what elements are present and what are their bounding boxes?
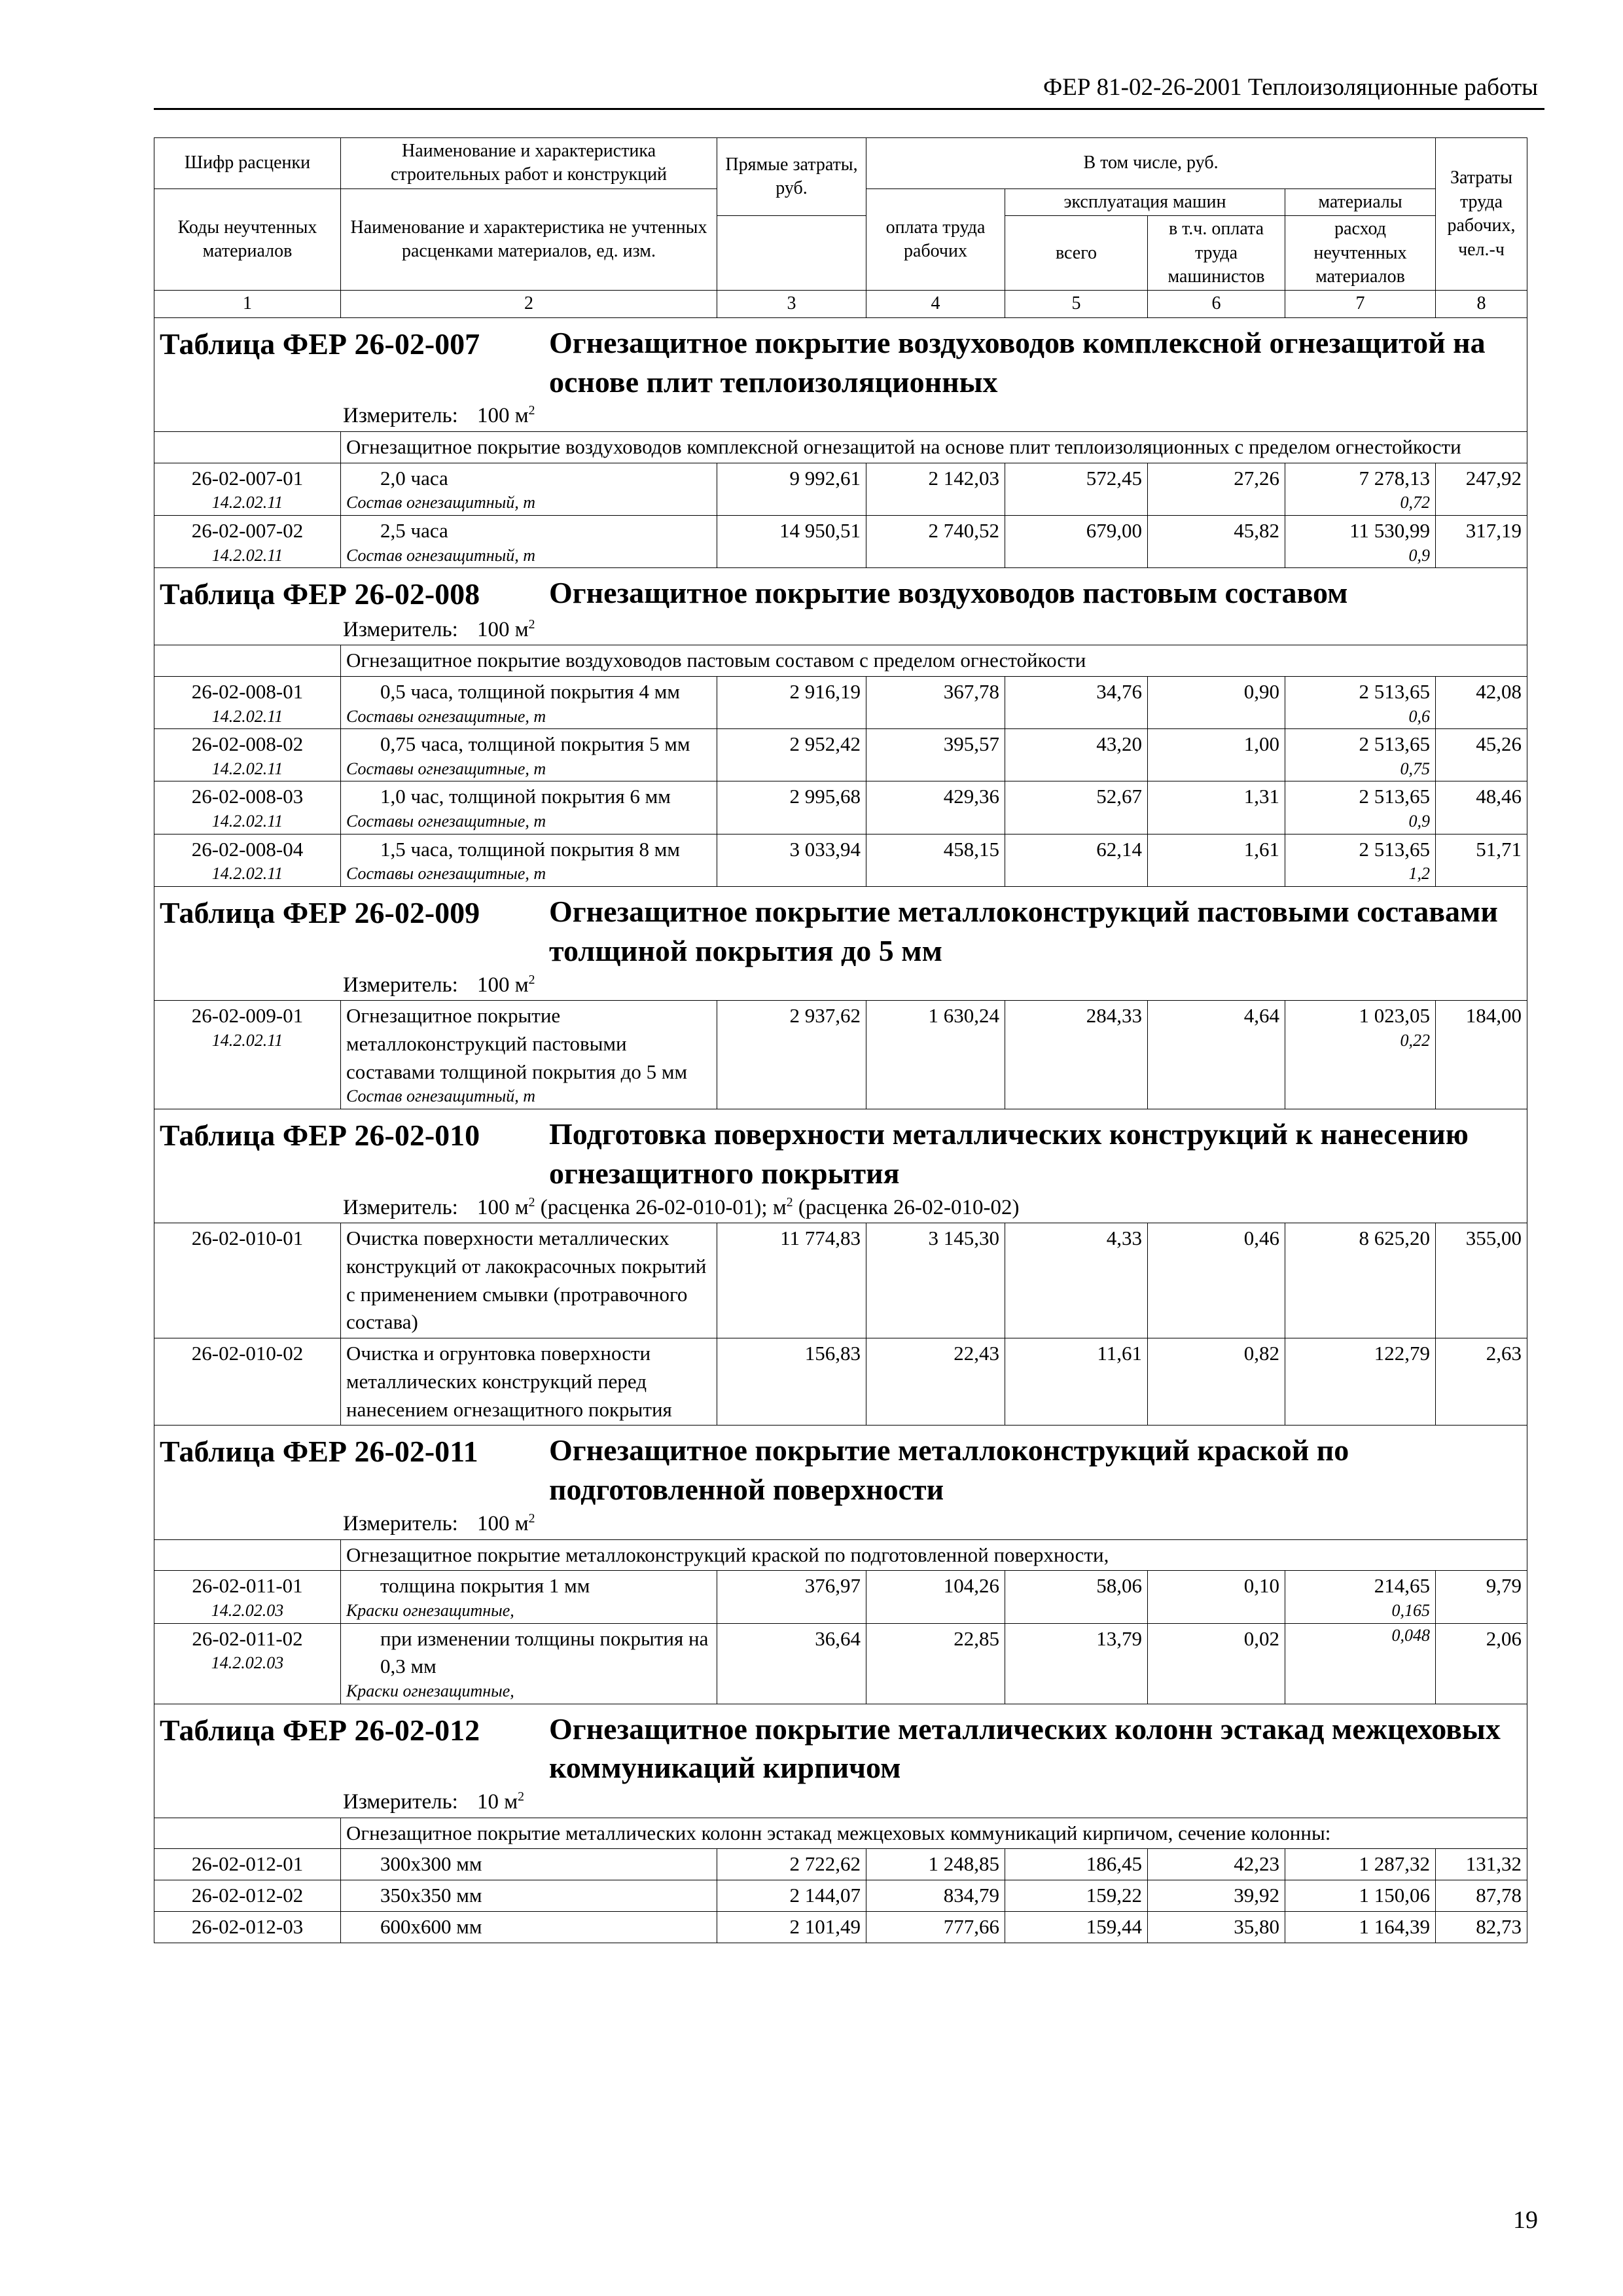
table-title-cell — [154, 1426, 1527, 1539]
machines-total: 62,14 — [1005, 834, 1148, 886]
table-row — [154, 1849, 1527, 1880]
group-row — [154, 1539, 1527, 1571]
table-name: Подготовка поверхности металлических конструкций к нанесению огнезащитного покрытия — [549, 1117, 1469, 1190]
col-number: 4 — [866, 291, 1005, 317]
table-body — [154, 317, 1527, 1943]
rate-name-cell — [341, 1849, 717, 1880]
table-title-row — [154, 1426, 1527, 1539]
rate-code-cell — [154, 1571, 341, 1623]
rate-name-cell — [341, 781, 717, 834]
materials-cost: 2 513,65 — [1359, 837, 1431, 861]
rate-code: 26-02-010-02 — [191, 1342, 304, 1365]
rate-code-cell — [154, 1880, 341, 1912]
table-name: Огнезащитное покрытие металлических колонн эстакад межцеховых коммуникаций кирпичом — [549, 1712, 1501, 1785]
wages: 3 145,30 — [866, 1223, 1005, 1338]
col-materials-usage-header: расход неучтенных материалов — [1285, 216, 1436, 291]
materials-cell — [1285, 1223, 1436, 1338]
table-row — [154, 729, 1527, 781]
material-name: Составы огнезащитные, т — [346, 759, 546, 778]
direct-cost: 2 916,19 — [717, 676, 866, 728]
materials-cost: 2 513,65 — [1359, 679, 1431, 703]
machines-total: 52,67 — [1005, 781, 1148, 834]
table-title-row — [154, 317, 1527, 431]
meter-label: Измеритель: — [343, 1195, 458, 1219]
table-row — [154, 1571, 1527, 1623]
table-meter — [160, 1193, 1522, 1223]
col-materials-header: материалы — [1285, 188, 1436, 215]
rate-code-cell — [154, 1338, 341, 1426]
direct-cost: 156,83 — [717, 1338, 866, 1426]
table-meter — [160, 401, 1522, 431]
materials-cell — [1285, 781, 1436, 834]
materials-cell — [1285, 834, 1436, 886]
table-title-cell — [154, 886, 1527, 1000]
machines-wages: 0,46 — [1148, 1223, 1285, 1338]
materials-cell — [1285, 1849, 1436, 1880]
rate-code-cell — [154, 834, 341, 886]
machines-total: 159,44 — [1005, 1912, 1148, 1943]
table-row — [154, 1338, 1527, 1426]
wages: 22,43 — [866, 1338, 1005, 1426]
labor: 9,79 — [1436, 1571, 1527, 1623]
material-quantity: 0,048 — [1391, 1625, 1431, 1645]
material-quantity: 0,6 — [1408, 706, 1431, 726]
labor: 45,26 — [1436, 729, 1527, 781]
rate-code: 26-02-012-03 — [191, 1915, 304, 1938]
machines-total: 58,06 — [1005, 1571, 1148, 1623]
materials-cost: 1 023,05 — [1359, 1004, 1431, 1028]
meter-value: 100 $м^2$ — [477, 617, 535, 641]
table-title-row — [154, 1109, 1527, 1223]
material-code: 14.2.02.11 — [211, 864, 283, 884]
wages: 834,79 — [866, 1880, 1005, 1912]
materials-cost: 1 150,06 — [1359, 1884, 1431, 1907]
column-numbers-row — [154, 291, 1527, 317]
table-number: Таблица ФЕР 26-02-009 — [160, 895, 480, 929]
table-title-cell — [154, 1109, 1527, 1223]
table-title-cell — [154, 1704, 1527, 1818]
table-heading — [160, 318, 1522, 402]
rate-name: Очистка и огрунтовка поверхности металлических конструкций перед нанесением огнезащитного покрытия — [346, 1342, 672, 1421]
machines-total: 34,76 — [1005, 676, 1148, 728]
material-name: Составы огнезащитные, т — [346, 812, 546, 831]
rate-name: 350x350 мм — [380, 1884, 482, 1907]
machines-total: 284,33 — [1005, 1001, 1148, 1109]
meter-value: 100 $м^2$ — [477, 972, 535, 997]
machines-wages: 4,64 — [1148, 1001, 1285, 1109]
machines-wages: 27,26 — [1148, 463, 1285, 515]
materials-cost: 7 278,13 — [1359, 466, 1431, 490]
materials-cell — [1285, 1912, 1436, 1943]
machines-wages: 0,02 — [1148, 1623, 1285, 1704]
labor: 48,46 — [1436, 781, 1527, 834]
meter-label: Измеритель: — [343, 1790, 458, 1814]
direct-cost: 14 950,51 — [717, 515, 866, 567]
rate-name-cell — [341, 1571, 717, 1623]
labor: 355,00 — [1436, 1223, 1527, 1338]
direct-cost: 11 774,83 — [717, 1223, 866, 1338]
direct-cost: 3 033,94 — [717, 834, 866, 886]
col-code-header: Шифр расценки — [154, 138, 341, 189]
rate-code: 26-02-008-03 — [191, 785, 304, 808]
rate-name-cell — [341, 1912, 717, 1943]
table-meter — [160, 615, 1522, 645]
meter-value: 100 $м^2$ — [477, 1511, 535, 1535]
page-number: 19 — [1513, 2206, 1538, 2234]
machines-wages: 1,00 — [1148, 729, 1285, 781]
labor: 51,71 — [1436, 834, 1527, 886]
meter-value: 10 $м^2$ — [477, 1789, 525, 1814]
material-name: Состав огнезащитный, т — [346, 493, 536, 512]
table-number: Таблица ФЕР 26-02-010 — [160, 1118, 480, 1152]
rate-name: при изменении толщины покрытия на 0,3 мм — [380, 1626, 709, 1678]
col-matcode-header: Коды неучтенных материалов — [154, 188, 341, 291]
wages: 429,36 — [866, 781, 1005, 834]
machines-wages: 45,82 — [1148, 515, 1285, 567]
materials-cell — [1285, 515, 1436, 567]
material-quantity: 1,2 — [1408, 864, 1431, 884]
rate-code: 26-02-012-02 — [191, 1884, 304, 1907]
direct-cost: 2 722,62 — [717, 1849, 866, 1880]
rate-code-cell — [154, 1849, 341, 1880]
materials-cell — [1285, 1571, 1436, 1623]
rate-name: толщина покрытия 1 мм — [380, 1574, 590, 1598]
table-name: Огнезащитное покрытие металлоконструкций краской по подготовленной поверхности — [549, 1433, 1349, 1507]
table-meter — [160, 971, 1522, 1001]
rate-code: 26-02-011-01 — [192, 1574, 303, 1598]
col-number: 7 — [1285, 291, 1436, 317]
table-row — [154, 834, 1527, 886]
material-code: 14.2.02.11 — [211, 493, 283, 512]
table-number: Таблица ФЕР 26-02-011 — [160, 1435, 478, 1469]
rate-code: 26-02-012-01 — [191, 1852, 304, 1876]
materials-cell — [1285, 1001, 1436, 1109]
table-heading — [160, 887, 1522, 971]
materials-cost: 2 513,65 — [1359, 785, 1431, 808]
table-row — [154, 1880, 1527, 1912]
machines-wages: 0,90 — [1148, 676, 1285, 728]
wages: 458,15 — [866, 834, 1005, 886]
col-number: 1 — [154, 291, 341, 317]
machines-wages: 0,82 — [1148, 1338, 1285, 1426]
rate-code: 26-02-008-04 — [191, 837, 304, 861]
col-machines-total-header: всего — [1005, 216, 1148, 291]
direct-cost: 2 144,07 — [717, 1880, 866, 1912]
table-row — [154, 1912, 1527, 1943]
machines-total: 572,45 — [1005, 463, 1148, 515]
materials-cost: 214,65 — [1374, 1574, 1431, 1598]
table-row — [154, 1223, 1527, 1338]
wages: 2 142,03 — [866, 463, 1005, 515]
direct-cost: 9 992,61 — [717, 463, 866, 515]
material-name: Краски огнезащитные, — [346, 1681, 514, 1701]
labor: 2,63 — [1436, 1338, 1527, 1426]
table-name: Огнезащитное покрытие металлоконструкций пастовыми составами толщиной покрытия до 5 мм — [549, 894, 1498, 967]
material-code: 14.2.02.03 — [211, 1653, 284, 1673]
materials-cost: 11 530,99 — [1349, 518, 1431, 542]
rate-code: 26-02-007-02 — [191, 518, 304, 542]
material-quantity: 0,9 — [1408, 545, 1431, 565]
col-direct-header: Прямые затраты, руб. — [717, 138, 866, 216]
direct-cost: 2 995,68 — [717, 781, 866, 834]
material-quantity: 0,22 — [1400, 1030, 1431, 1050]
table-row — [154, 463, 1527, 515]
col-direct-spacer — [717, 216, 866, 291]
col-number: 2 — [341, 291, 717, 317]
col-machines-wages-header: в т.ч. оплата труда машинистов — [1148, 216, 1285, 291]
meter-label: Измеритель: — [343, 404, 458, 428]
table-title-cell — [154, 317, 1527, 431]
col-matname-header: Наименование и характеристика не учтенных расценками материалов, ед. изм. — [341, 188, 717, 291]
meter-value: 100 $м^2$ — [477, 403, 535, 428]
rate-name: 1,0 час, толщиной покрытия 6 мм — [380, 785, 671, 808]
wages: 395,57 — [866, 729, 1005, 781]
material-code: 14.2.02.11 — [211, 545, 283, 565]
materials-cost: 1 287,32 — [1359, 1852, 1431, 1876]
rate-name: 0,75 часа, толщиной покрытия 5 мм — [380, 732, 690, 756]
labor: 317,19 — [1436, 515, 1527, 567]
meter-label: Измеритель: — [343, 973, 458, 997]
machines-total: 159,22 — [1005, 1880, 1148, 1912]
wages: 2 740,52 — [866, 515, 1005, 567]
table-header — [154, 138, 1527, 318]
meter-label: Измеритель: — [343, 1511, 458, 1535]
table-name: Огнезащитное покрытие воздуховодов пастовым составом — [549, 576, 1348, 610]
col-number: 6 — [1148, 291, 1285, 317]
rate-name-cell — [341, 1001, 717, 1109]
group-spacer — [154, 431, 341, 463]
header-rule — [154, 108, 1544, 110]
direct-cost: 2 101,49 — [717, 1912, 866, 1943]
rate-code-cell — [154, 463, 341, 515]
labor: 2,06 — [1436, 1623, 1527, 1704]
rate-code-cell — [154, 1623, 341, 1704]
materials-cost: 2 513,65 — [1359, 732, 1431, 756]
materials-cell — [1285, 463, 1436, 515]
machines-total: 43,20 — [1005, 729, 1148, 781]
machines-wages: 1,61 — [1148, 834, 1285, 886]
material-code: 14.2.02.11 — [211, 706, 283, 726]
group-description: Огнезащитное покрытие металлоконструкций краской по подготовленной поверхности, — [341, 1539, 1527, 1571]
direct-cost: 36,64 — [717, 1623, 866, 1704]
group-row — [154, 645, 1527, 677]
table-heading — [160, 1704, 1522, 1788]
rate-name-cell — [341, 515, 717, 567]
rate-code-cell — [154, 781, 341, 834]
rate-name: Очистка поверхности металлических конструкций от лакокрасочных покрытий с применением смывки (протравочного состава) — [346, 1227, 707, 1334]
rate-code: 26-02-011-02 — [192, 1626, 303, 1650]
rate-code: 26-02-007-01 — [191, 466, 304, 490]
table-row — [154, 676, 1527, 728]
material-name: Состав огнезащитный, т — [346, 545, 536, 565]
col-number: 3 — [717, 291, 866, 317]
group-row — [154, 1818, 1527, 1849]
rate-name: 2,0 часа — [380, 466, 448, 490]
col-name-header: Наименование и характеристика строительных работ и конструкций — [341, 138, 717, 189]
rate-code-cell — [154, 515, 341, 567]
rate-name-cell — [341, 1338, 717, 1426]
direct-cost: 2 937,62 — [717, 1001, 866, 1109]
material-name: Составы огнезащитные, т — [346, 706, 546, 726]
material-name: Краски огнезащитные, — [346, 1601, 514, 1621]
wages: 22,85 — [866, 1623, 1005, 1704]
materials-cell — [1285, 1338, 1436, 1426]
col-number: 5 — [1005, 291, 1148, 317]
table-heading — [160, 1109, 1522, 1193]
material-code: 14.2.02.03 — [211, 1601, 284, 1621]
materials-cost: 8 625,20 — [1359, 1227, 1431, 1250]
group-spacer — [154, 1539, 341, 1571]
material-quantity: 0,165 — [1391, 1601, 1431, 1621]
material-quantity: 0,72 — [1400, 493, 1431, 512]
rate-name-cell — [341, 1880, 717, 1912]
machines-wages: 0,10 — [1148, 1571, 1285, 1623]
rate-code-cell — [154, 1001, 341, 1109]
table-title-row — [154, 568, 1527, 645]
rate-name-cell — [341, 676, 717, 728]
labor: 82,73 — [1436, 1912, 1527, 1943]
direct-cost: 2 952,42 — [717, 729, 866, 781]
machines-wages: 1,31 — [1148, 781, 1285, 834]
material-code: 14.2.02.11 — [211, 759, 283, 778]
rate-code-cell — [154, 1223, 341, 1338]
table-meter — [160, 1509, 1522, 1539]
col-labor-header: Затраты труда рабочих, чел.-ч — [1436, 138, 1527, 291]
rate-code: 26-02-010-01 — [191, 1227, 304, 1250]
rate-name: 2,5 часа — [380, 518, 448, 542]
material-code: 14.2.02.11 — [211, 1030, 283, 1050]
rate-code: 26-02-009-01 — [191, 1004, 304, 1028]
table-row — [154, 1001, 1527, 1109]
group-description: Огнезащитное покрытие воздуховодов пастовым составом с пределом огнестойкости — [341, 645, 1527, 677]
machines-wages: 39,92 — [1148, 1880, 1285, 1912]
table-number: Таблица ФЕР 26-02-012 — [160, 1713, 480, 1747]
rate-name-cell — [341, 729, 717, 781]
material-name: Составы огнезащитные, т — [346, 864, 546, 884]
table-name: Огнезащитное покрытие воздуховодов комплексной огнезащитой на основе плит теплоизоляционных — [549, 325, 1486, 399]
materials-cell — [1285, 676, 1436, 728]
group-description: Огнезащитное покрытие металлических колонн эстакад межцеховых коммуникаций кирпичом, сечение колонны: — [341, 1818, 1527, 1849]
table-meter — [160, 1787, 1522, 1818]
col-number: 8 — [1436, 291, 1527, 317]
rate-name: Огнезащитное покрытие металлоконструкций пастовыми составами толщиной покрытия до 5 мм — [346, 1004, 688, 1083]
material-name: Состав огнезащитный, т — [346, 1086, 536, 1106]
table-number: Таблица ФЕР 26-02-008 — [160, 577, 480, 611]
table-title-cell — [154, 568, 1527, 645]
materials-cost: 122,79 — [1374, 1342, 1431, 1365]
table-row — [154, 1623, 1527, 1704]
materials-cell — [1285, 1623, 1436, 1704]
labor: 247,92 — [1436, 463, 1527, 515]
machines-total: 13,79 — [1005, 1623, 1148, 1704]
rate-name: 300x300 мм — [380, 1852, 482, 1876]
page-header-title: ФЕР 81-02-26-2001 Теплоизоляционные работы — [1043, 74, 1538, 101]
wages: 104,26 — [866, 1571, 1005, 1623]
machines-total: 4,33 — [1005, 1223, 1148, 1338]
machines-total: 679,00 — [1005, 515, 1148, 567]
material-code: 14.2.02.11 — [211, 812, 283, 831]
table-row — [154, 515, 1527, 567]
machines-wages: 35,80 — [1148, 1912, 1285, 1943]
table-title-row — [154, 1704, 1527, 1818]
wages: 1 248,85 — [866, 1849, 1005, 1880]
meter-label: Измеритель: — [343, 617, 458, 641]
machines-total: 11,61 — [1005, 1338, 1148, 1426]
labor: 184,00 — [1436, 1001, 1527, 1109]
table-number: Таблица ФЕР 26-02-007 — [160, 327, 480, 361]
group-spacer — [154, 645, 341, 677]
rate-name-cell — [341, 834, 717, 886]
rate-name: 1,5 часа, толщиной покрытия 8 мм — [380, 837, 680, 861]
group-spacer — [154, 1818, 341, 1849]
rate-code: 26-02-008-02 — [191, 732, 304, 756]
col-machines-header: эксплуатация машин — [1005, 188, 1285, 215]
col-incl-header: В том числе, руб. — [866, 138, 1436, 189]
rate-name-cell — [341, 1623, 717, 1704]
rate-code-cell — [154, 676, 341, 728]
wages: 1 630,24 — [866, 1001, 1005, 1109]
group-row — [154, 431, 1527, 463]
meter-value: 100 $м^2$ (расценка 26-02-010-01); $м^2$ (расценка 26-02-010-02) — [477, 1194, 1020, 1219]
table-heading — [160, 568, 1522, 615]
materials-cell — [1285, 729, 1436, 781]
materials-cost: 1 164,39 — [1359, 1915, 1431, 1938]
table-row — [154, 781, 1527, 834]
labor: 131,32 — [1436, 1849, 1527, 1880]
wages: 777,66 — [866, 1912, 1005, 1943]
labor: 42,08 — [1436, 676, 1527, 728]
rate-name-cell — [341, 1223, 717, 1338]
material-quantity: 0,75 — [1400, 759, 1431, 778]
rate-code-cell — [154, 1912, 341, 1943]
rate-code: 26-02-008-01 — [191, 679, 304, 703]
group-description: Огнезащитное покрытие воздуховодов комплексной огнезащитой на основе плит теплоизоляционных с пределом огнестойкости — [341, 431, 1527, 463]
materials-cell — [1285, 1880, 1436, 1912]
table-title-row — [154, 886, 1527, 1000]
col-wages-header: оплата труда рабочих — [866, 188, 1005, 291]
material-quantity: 0,9 — [1408, 812, 1431, 831]
machines-total: 186,45 — [1005, 1849, 1148, 1880]
direct-cost: 376,97 — [717, 1571, 866, 1623]
labor: 87,78 — [1436, 1880, 1527, 1912]
rate-name: 0,5 часа, толщиной покрытия 4 мм — [380, 679, 680, 703]
machines-wages: 42,23 — [1148, 1849, 1285, 1880]
rate-code-cell — [154, 729, 341, 781]
wages: 367,78 — [866, 676, 1005, 728]
table-heading — [160, 1426, 1522, 1509]
rate-name: 600x600 мм — [380, 1915, 482, 1938]
rate-name-cell — [341, 463, 717, 515]
price-table — [154, 137, 1527, 1943]
